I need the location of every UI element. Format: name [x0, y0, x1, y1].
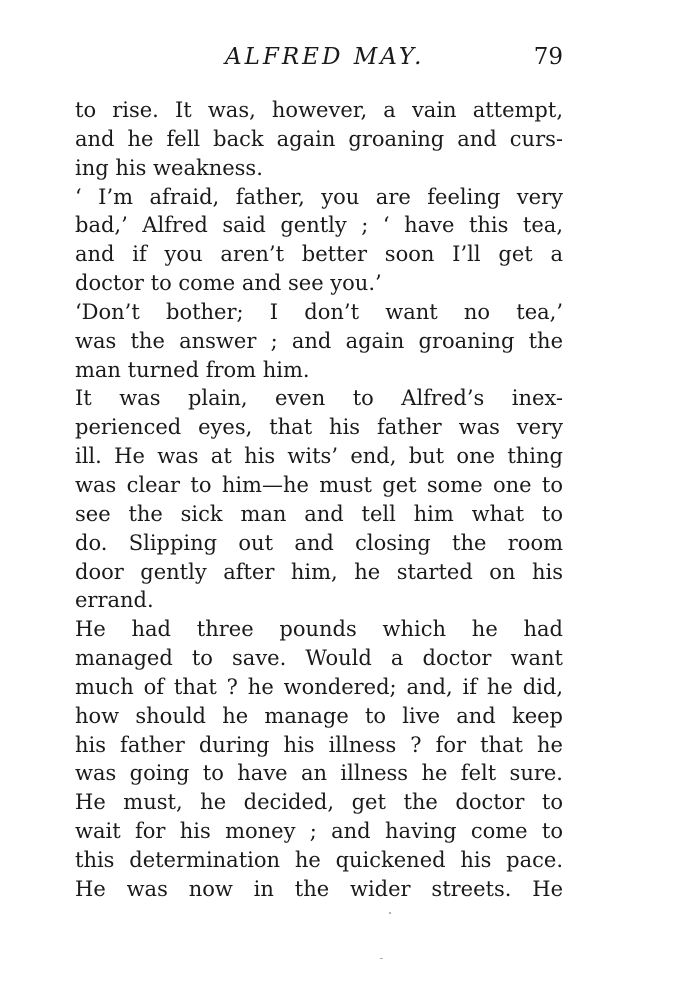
text-line: to rise. It was, however, a vain attempt,: [75, 98, 563, 122]
text-line: managed to save. Would a doctor want: [75, 646, 563, 671]
text-line: He had three pounds which he had: [75, 617, 563, 642]
text-line: was clear to him—he must get some one to: [75, 472, 563, 497]
text-line: He was now in the wider streets. He: [75, 876, 563, 901]
text-line: was the answer ; and again groaning the: [75, 328, 563, 353]
text-line: He must, he decided, get the doctor to: [75, 790, 563, 815]
text-line: ill. He was at his wits’ end, but one thing: [75, 444, 563, 469]
running-title: ALFRED MAY.: [225, 44, 425, 70]
text-line: bad,’ Alfred said gently ; ‘ have this tea,: [75, 213, 563, 238]
paper-speck: [380, 958, 383, 959]
text-line: doctor to come and see you.’: [75, 271, 382, 296]
text-line: perienced eyes, that his father was very: [75, 415, 563, 440]
text-line: errand.: [75, 588, 154, 613]
page-number: 79: [533, 44, 563, 70]
body-text: [75, 96, 563, 904]
text-line: his father during his illness ? for that he: [75, 732, 563, 757]
text-line: ‘Don’t bother; I don’t want no tea,’: [75, 299, 563, 324]
text-line: see the sick man and tell him what to: [75, 501, 563, 526]
text-line: and if you aren’t better soon I’ll get a: [75, 242, 563, 267]
text-line: ing his weakness.: [75, 155, 263, 180]
text-line: was going to have an illness he felt sure.: [75, 761, 563, 786]
text-line: It was plain, even to Alfred’s inex-: [75, 386, 563, 411]
text-line: ‘ I’m afraid, father, you are feeling very: [75, 184, 563, 209]
page-header: [75, 44, 563, 76]
text-line: wait for his money ; and having come to: [75, 819, 563, 844]
paper-speck: [389, 912, 391, 914]
text-line: and he fell back again groaning and curs-: [75, 126, 563, 151]
text-line: how should he manage to live and keep: [75, 703, 563, 728]
text-line: man turned from him.: [75, 357, 310, 382]
text-line: do. Slipping out and closing the room: [75, 530, 563, 555]
text-line: much of that ? he wondered; and, if he did,: [75, 674, 563, 699]
text-line: door gently after him, he started on his: [75, 559, 563, 584]
text-line: this determination he quickened his pace.: [75, 847, 563, 872]
